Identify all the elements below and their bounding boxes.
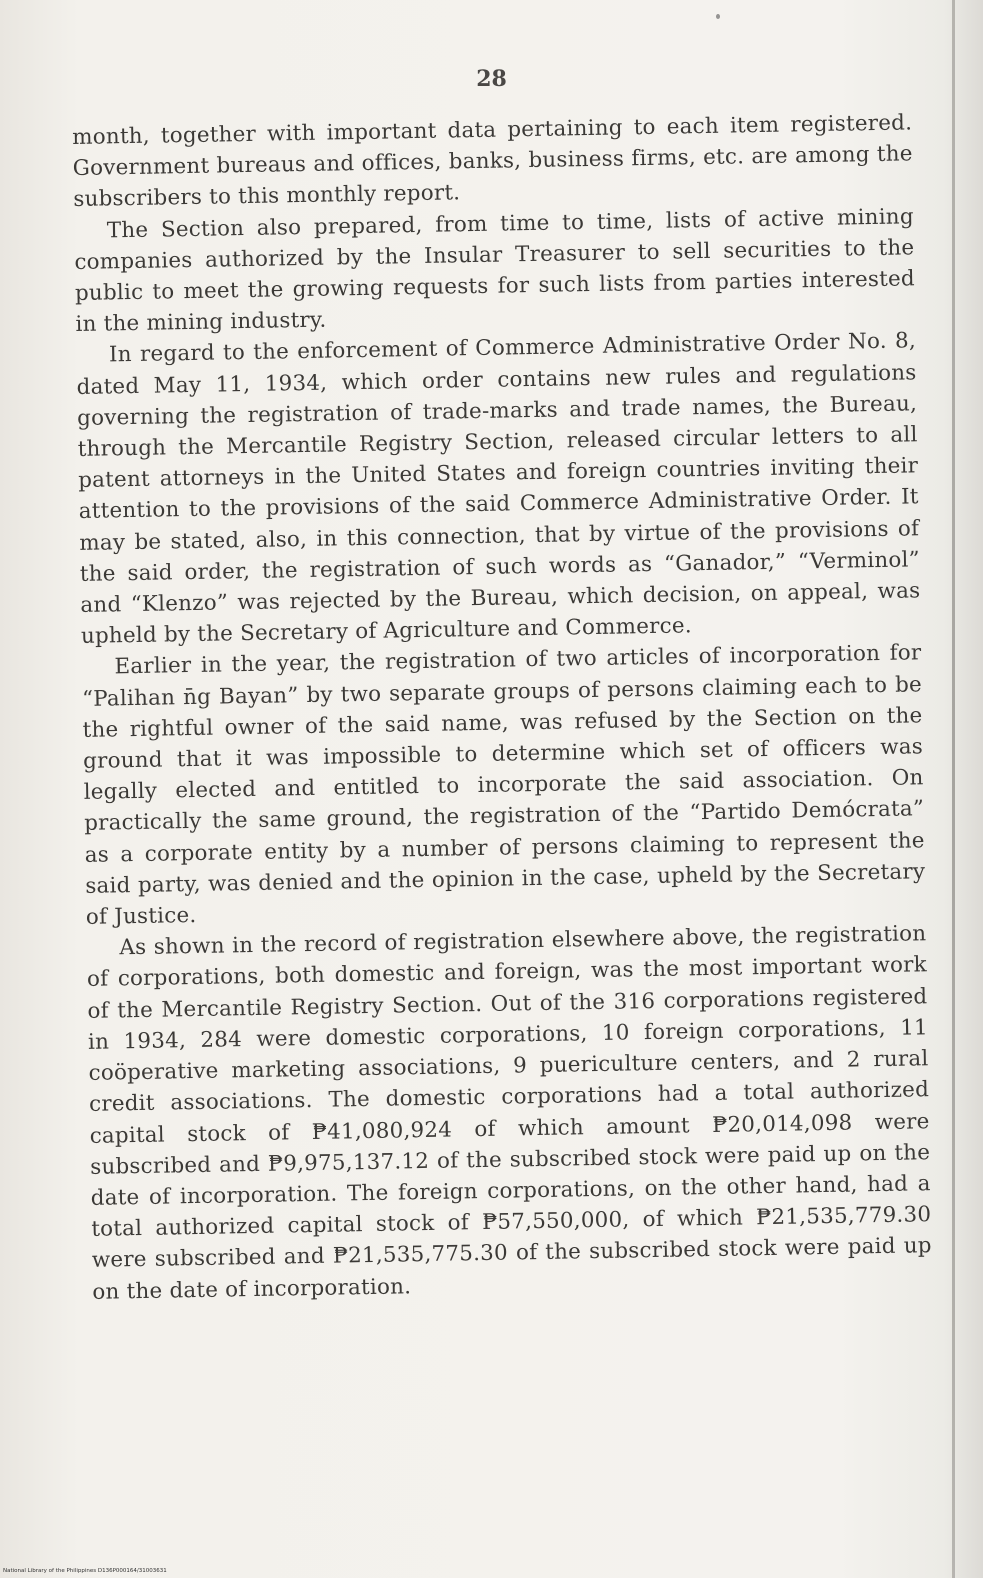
paragraph-2: The Section also prepared, from time to time, lists of active mining companies authorized by the Insular Treasurer to sell securities to the public to meet the growing requests for such lists from parties interested in the mining industry. <box>74 203 916 338</box>
paragraph-4: Earlier in the year, the registration of two articles of incorporation for “Palihan n̄g Bayan” by two separate groups of persons claiming each to be the rightful owner of the said name, was refused by the Section on the ground that it was impossible to determine which set of officers was legally elected and entitled to incorporate the said association. On practically the same ground, the registration of the “Partido Demócrata” as a corporate entity by a number of persons claiming to represent the said party, was denied and the opinion in the case, upheld by the Secretary of Justice. <box>81 640 926 930</box>
scan-speck <box>716 14 720 19</box>
library-credit: National Library of the Philippines D136P000164/31003631 <box>3 1568 167 1574</box>
paragraph-5: As shown in the record of registration elsewhere above, the registration of corporations, both domestic and foreign, was the most important work of the Mercantile Registry Section. Out of the 316 corporations registered in 1934, 284 were domestic corporations, 10 foreign corporations, 11 coöperative marketing associations, 9 puericulture centers, and 2 rural credit associations. The domestic corporations had a total authorized capital stock of ₱41,080,924 of which amount ₱20,014,098 were subscribed and ₱9,975,137.12 of the subscribed stock were paid up on the date of incorporation. The foreign corporations, on the other hand, had a total authorized capital stock of ₱57,550,000, of which ₱21,535,779.30 were subscribed and ₱21,535,775.30 of the subscribed stock were paid up on the date of incorporation. <box>86 921 932 1305</box>
paragraph-1: month, together with important data pertaining to each item registered. Government bureaus and offices, banks, business firms, etc. are among the subscribers to this monthly report. <box>72 110 913 213</box>
binding-shadow <box>952 0 955 1578</box>
paragraph-3: In regard to the enforcement of Commerce Administrative Order No. 8, dated May 11, 1934, which order contains new rules and regulations governing the registration of trade-marks and trade names, the Bureau, through the Mercantile Registry Section, released circular letters to all patent attorneys in the United States and foreign countries inviting their attention to the provisions of the said Commerce Administrative Order. It may be stated, also, in this connection, that by virtue of the provisions of the said order, the registration of such words as “Ganador,” “Verminol” and “Klenzo” was rejected by the Bureau, which decision, on appeal, was upheld by the Secretary of Agriculture and Commerce. <box>76 328 921 650</box>
page-number: 28 <box>476 66 507 92</box>
body-text <box>72 107 933 1307</box>
